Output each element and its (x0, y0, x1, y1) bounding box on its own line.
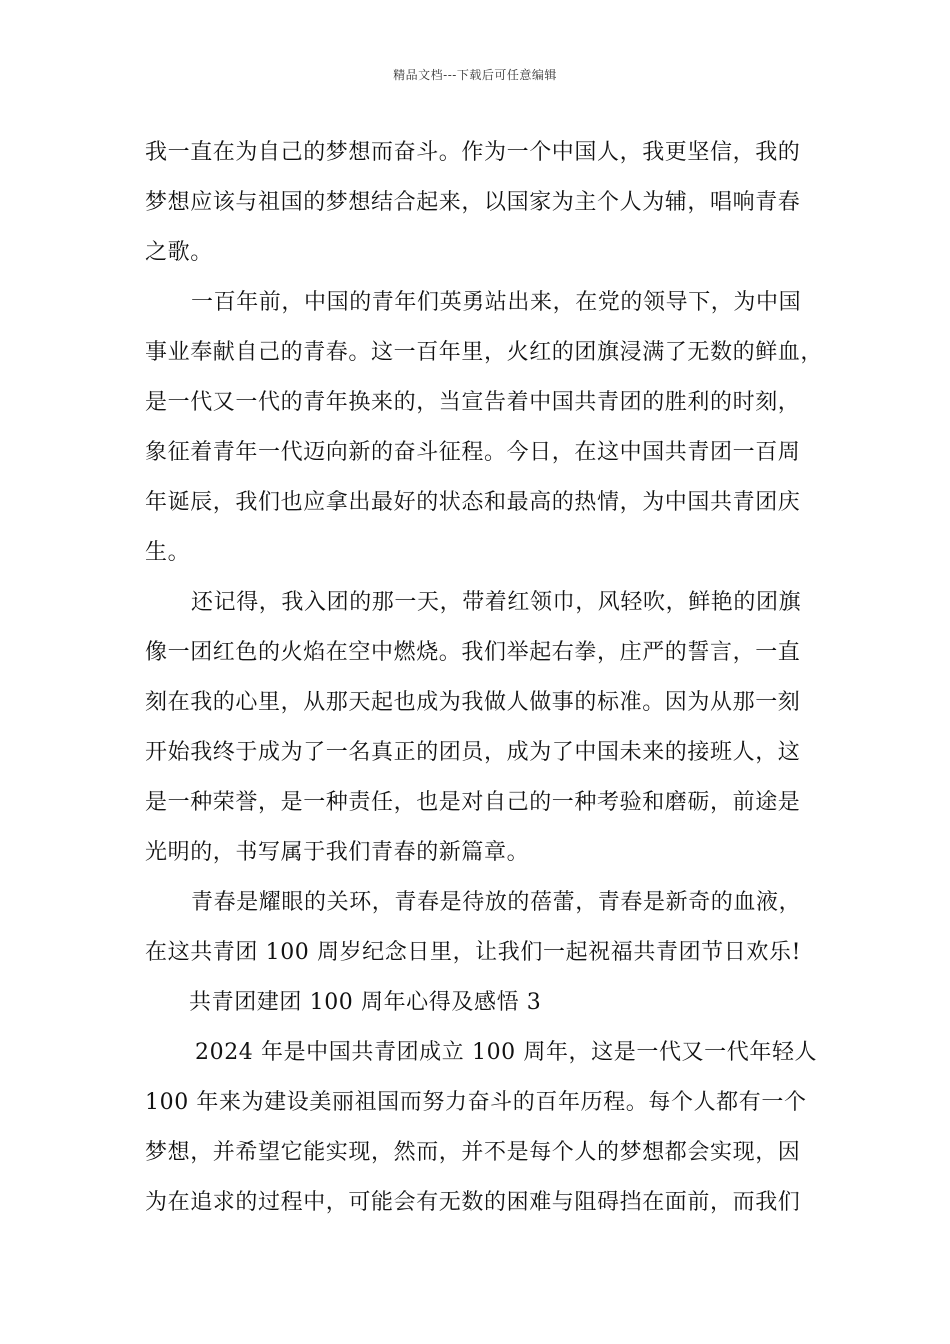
paragraph-start-line: 青春是耀眼的关环，青春是待放的蓓蕾，青春是新奇的血液， (191, 890, 802, 915)
page-header: 精品文档---下载后可任意编辑 (393, 68, 557, 82)
text-line: 象征着青年一代迈向新的奋斗征程。今日，在这中国共青团一百周 (145, 440, 801, 465)
paragraph-start-line: 还记得，我入团的那一天，带着红领巾，风轻吹，鲜艳的团旗 (191, 590, 802, 615)
text-line: 为在追求的过程中，可能会有无数的困难与阻碍挡在面前，而我们 (145, 1190, 801, 1215)
paragraph-start-line: 2024 年是中国共青团成立 100 周年，这是一代又一代年轻人 (195, 1040, 818, 1065)
text-line: 生。 (145, 540, 191, 565)
section-heading: 共青团建团 100 周年心得及感悟 3 (189, 990, 542, 1015)
text-line: 是一代又一代的青年换来的，当宣告着中国共青团的胜利的时刻， (145, 390, 801, 415)
text-line: 开始我终于成为了一名真正的团员，成为了中国未来的接班人，这 (145, 740, 801, 765)
text-line: 光明的，书写属于我们青春的新篇章。 (145, 840, 530, 865)
text-line: 像一团红色的火焰在空中燃烧。我们举起右拳，庄严的誓言，一直 (145, 640, 801, 665)
text-line: 在这共青团 100 周岁纪念日里，让我们一起祝福共青团节日欢乐! (145, 940, 802, 965)
document-body (145, 128, 824, 1228)
text-line: 之歌。 (145, 240, 213, 265)
text-line: 梦想应该与祖国的梦想结合起来，以国家为主个人为辅，唱响青春 (145, 190, 801, 215)
text-line: 刻在我的心里，从那天起也成为我做人做事的标准。因为从那一刻 (145, 690, 801, 715)
text-line: 我一直在为自己的梦想而奋斗。作为一个中国人，我更坚信，我的 (145, 140, 801, 165)
text-line: 年诞辰，我们也应拿出最好的状态和最高的热情，为中国共青团庆 (145, 490, 801, 515)
text-line: 事业奉献自己的青春。这一百年里，火红的团旗浸满了无数的鲜血， (145, 340, 824, 365)
text-line: 是一种荣誉，是一种责任，也是对自己的一种考验和磨砺，前途是 (145, 790, 801, 815)
text-line: 梦想，并希望它能实现，然而，并不是每个人的梦想都会实现，因 (145, 1140, 801, 1165)
text-line: 100 年来为建设美丽祖国而努力奋斗的百年历程。每个人都有一个 (145, 1090, 807, 1115)
paragraph-start-line: 一百年前，中国的青年们英勇站出来，在党的领导下，为中国 (191, 290, 802, 315)
